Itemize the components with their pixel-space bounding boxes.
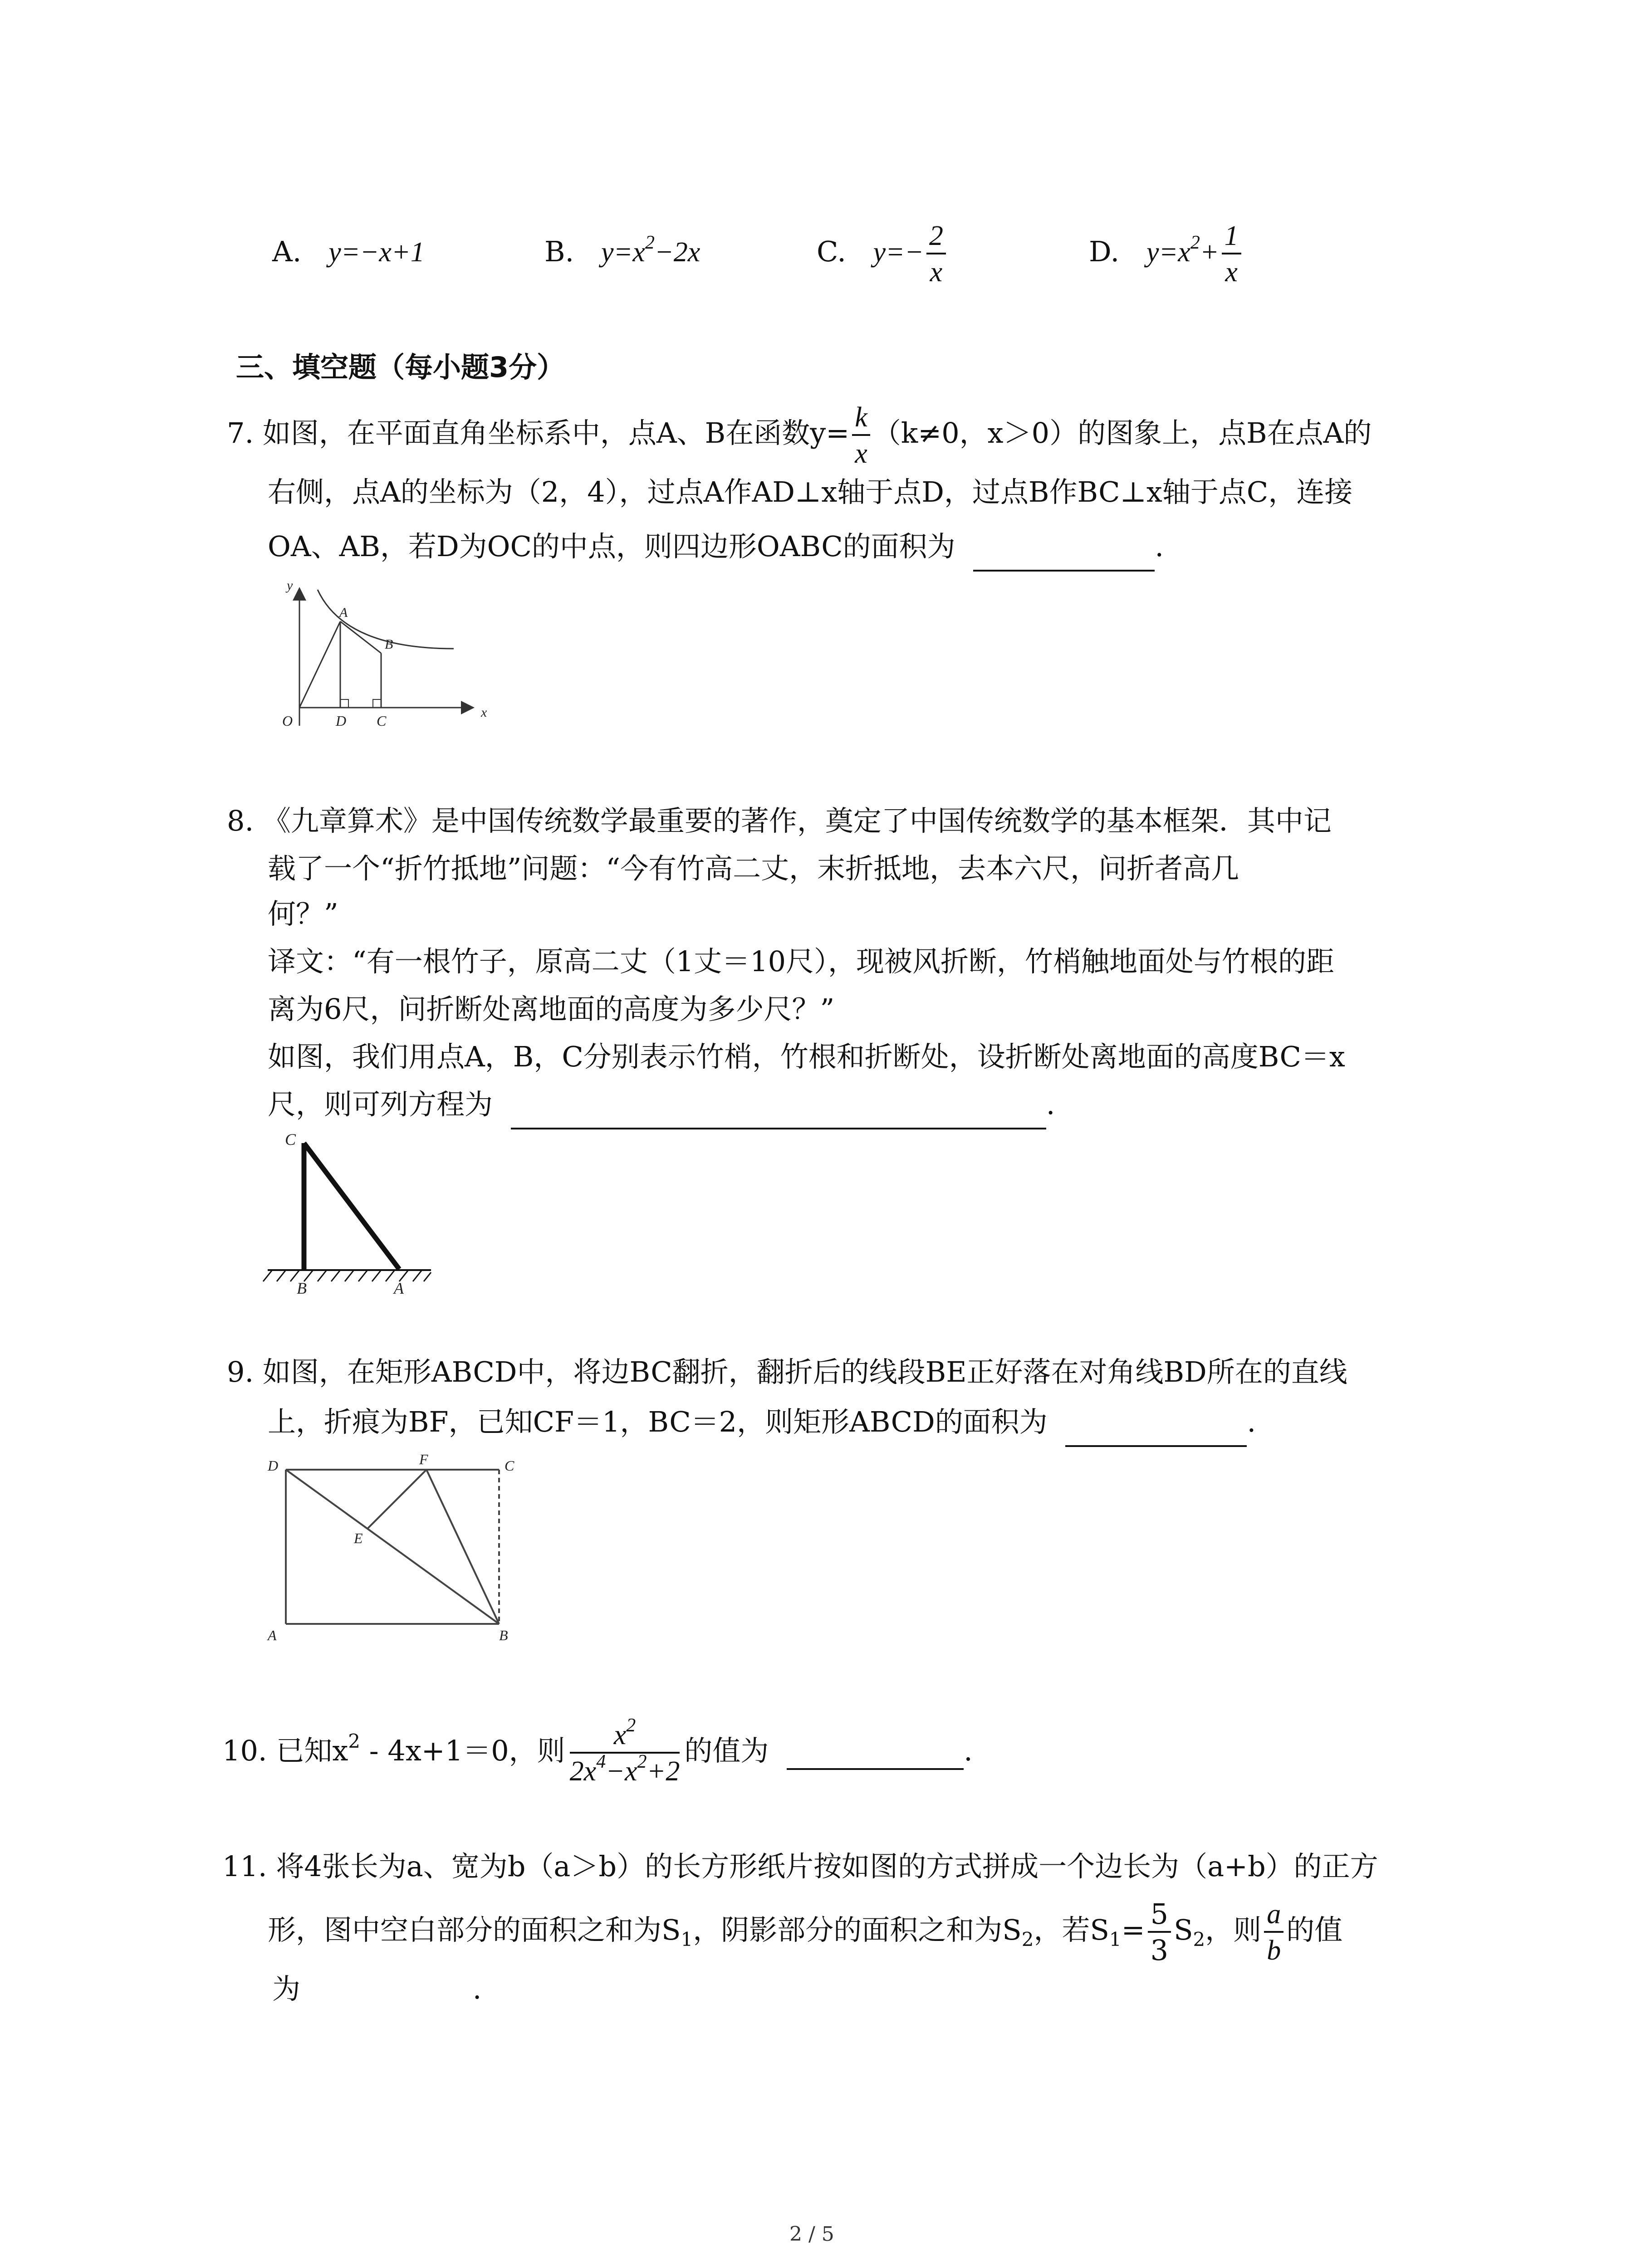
q11-text-1: 将4张长为a、宽为b（a＞b）的长方形纸片按如图的方式拼成一个边长为（a+b）的正方	[276, 1850, 1378, 1883]
q8-label-a: A	[394, 1279, 404, 1297]
q7-number: 7.	[227, 416, 254, 450]
q8-number: 8.	[227, 804, 254, 837]
q9-fold-fb	[426, 1470, 499, 1624]
q8-line1	[227, 796, 1332, 846]
q9-line2	[268, 1397, 1256, 1447]
q7-label-a: A	[339, 605, 348, 620]
q7-label-b: B	[385, 637, 393, 652]
option-c	[817, 213, 949, 291]
q8-ground-hatch	[263, 1270, 431, 1281]
q8-figure	[259, 1125, 458, 1297]
option-d	[1089, 213, 1244, 291]
q10-text-post: 的值为	[684, 1734, 769, 1767]
q7-end: .	[1155, 530, 1164, 563]
q7-fraction: $\frac{k}{x}$	[852, 403, 870, 468]
q9-label-c: C	[505, 1457, 514, 1474]
q7-label-o: O	[282, 713, 293, 729]
q10-end: .	[964, 1734, 973, 1767]
q9-diagonal-db	[286, 1470, 499, 1624]
q7-line3	[268, 522, 1164, 572]
q9-text-1: 如图，在矩形ABCD中，将边BC翻折，翻折后的线段BE正好落在对角线BD所在的直线	[262, 1355, 1347, 1388]
q8-bamboo-ca	[304, 1143, 399, 1269]
q8-label-b: B	[297, 1279, 307, 1297]
q9-text-2: 上，折痕为BF，已知CF＝1，BC＝2，则矩形ABCD的面积为	[268, 1405, 1048, 1438]
q11-line1	[222, 1842, 1378, 1892]
q9-label-f: F	[419, 1451, 428, 1467]
option-d-label: D.	[1089, 235, 1120, 268]
option-b-text: $y=x^2-2x$	[601, 232, 700, 268]
q10-number: 10.	[222, 1734, 267, 1767]
option-a	[272, 227, 425, 277]
q8-line7	[268, 1080, 1055, 1129]
q7-text-a: 如图，在平面直角坐标系中，点A、B在函数y=	[262, 416, 850, 450]
q9-label-e: E	[354, 1530, 363, 1546]
q8-line5: 离为6尺，问折断处离地面的高度为多少尺？”	[268, 992, 835, 1026]
q7-answer-blank[interactable]	[973, 538, 1155, 572]
q7-label-x: x	[481, 705, 487, 720]
q10-answer-blank[interactable]	[787, 1736, 964, 1770]
q7-label-c: C	[377, 713, 387, 729]
q7-figure	[263, 572, 499, 744]
option-a-label: A.	[272, 235, 302, 268]
option-b-label: B.	[544, 235, 574, 268]
q7-label-y: y	[287, 578, 293, 593]
q8-text-1: 《九章算术》是中国传统数学最重要的著作，奠定了中国传统数学的基本框架．其中记	[262, 804, 1332, 837]
q9-label-b: B	[499, 1627, 508, 1643]
option-d-fraction: $\frac{1}{x}$	[1222, 222, 1241, 286]
q10-fraction: $\frac{x^2}{2x^4-x^2+2}$	[569, 1715, 680, 1787]
q7-line2: 右侧，点A的坐标为（2，4），过点A作AD⊥x轴于点D，过点B作BC⊥x轴于点C，连接	[268, 475, 1353, 508]
q11-number: 11.	[222, 1850, 267, 1883]
q9-segment-fe	[367, 1470, 426, 1529]
option-b	[544, 227, 700, 277]
q9-number: 9.	[227, 1355, 254, 1388]
q11-fraction-1: $\frac{5}{3}$	[1148, 1900, 1171, 1965]
q8-label-c: C	[285, 1130, 296, 1149]
q9-label-a: A	[268, 1627, 277, 1643]
q7-line1	[227, 399, 1372, 468]
q8-text-7: 尺，则可列方程为	[268, 1088, 493, 1121]
q9-label-d: D	[268, 1457, 279, 1474]
q11-text-3: 为	[272, 1972, 301, 2005]
q11-fraction-2: $\frac{a}{b}$	[1264, 1900, 1283, 1965]
q9-figure	[263, 1442, 535, 1651]
q11-end: .	[472, 1972, 482, 2005]
q10-line	[222, 1706, 973, 1796]
option-c-fraction: $\frac{2}{x}$	[926, 222, 946, 286]
q8-end: .	[1046, 1088, 1055, 1121]
option-c-text: y=−	[873, 237, 924, 268]
q7-label-d: D	[336, 713, 347, 729]
q8-line2: 载了一个“折竹抵地”问题：“今有竹高二丈，末折抵地，去本六尺，问折者高几	[268, 852, 1239, 885]
q8-line6: 如图，我们用点A，B，C分别表示竹梢，竹根和折断处，设折断处离地面的高度BC＝x	[268, 1040, 1345, 1073]
option-d-text: $y=x^2+$	[1146, 232, 1219, 268]
q9-line1	[227, 1347, 1347, 1397]
option-a-text: y=−x+1	[328, 237, 425, 268]
q7-text-b: （k≠0，x＞0）的图象上，点B在点A的	[872, 416, 1372, 450]
page-number: 2 / 5	[789, 2223, 834, 2246]
q7-segment-oa	[299, 621, 340, 708]
q7-text-c: OA、AB，若D为OC的中点，则四边形OABC的面积为	[268, 530, 955, 563]
q8-answer-blank[interactable]	[511, 1096, 1046, 1129]
q9-answer-blank[interactable]	[1065, 1413, 1247, 1447]
q9-end: .	[1247, 1405, 1256, 1438]
q11-line3	[272, 1964, 481, 2014]
section-heading: 三、填空题（每小题3分）	[236, 351, 565, 384]
q10-text-pre: 已知$x^2 - 4x+1=0$，则	[276, 1730, 565, 1767]
option-c-label: C.	[817, 235, 846, 268]
q8-line3: 何？”	[268, 897, 338, 930]
q11-line2: 形，图中空白部分的面积之和为$S_1$，阴影部分的面积之和为$S_2$，若$S_1=$ $\frac{5}{3}$ $S_2$，则 $\frac{a}{b}$ 的值	[268, 1897, 1343, 1967]
q8-line4: 译文：“有一根竹子，原高二丈（1丈＝10尺），现被风折断，竹梢触地面处与竹根的距	[268, 945, 1335, 978]
